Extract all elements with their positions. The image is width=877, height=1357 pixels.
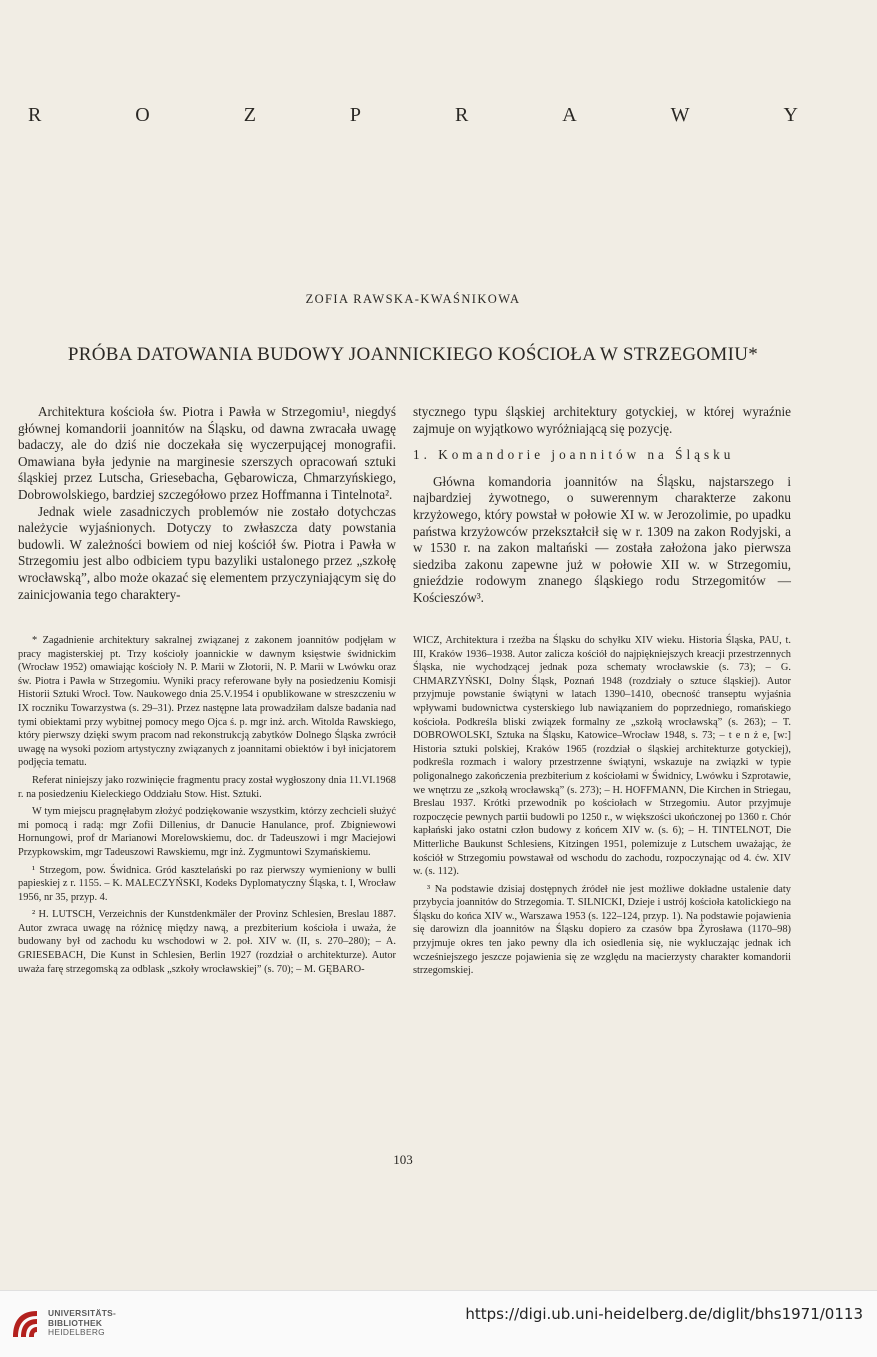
footnote: ¹ Strzegom, pow. Świdnica. Gród kasztelański po raz pierwszy wymieniony w bulli papieskiej z r. 1155. – K. MALECZYŃSKI, Kodeks Dyplomatyczny Śląska, t. I, Wrocław 1956, nr 35, przyp. 4. — [18, 864, 396, 903]
footnote-continued: WICZ, Architektura i rzeźba na Śląsku do schyłku XIV wieku. Historia Śląska, PAU, t. III, Kraków 1936–1938. Autor zalicza kościół do najpiękniejszych kreacji przestrzennych Śląska, nie wychodzącej jednak poza schematy wrocławskie (s. 73); – G. CHMARZYŃSKI, Dolny Śląsk, Poznań 1948 (rozdziały o sztuce śląskiej). Autor przyjmuje powstanie świątyni w latach 1390–1410, obecność transeptu wyjaśnia wpływami budownictwa cysterskiego lub nawiązaniem do poprzedniego, romańskiego kościoła. Podkreśla bliski związek formalny ze „szkołą wrocławską” (s. 263); – T. DOBROWOLSKI, Sztuka na Śląsku, Katowice–Wrocław 1948, s. 73; – t e n ż e, [w:] Historia sztuki polskiej, Kraków 1965 (rozdział o śląskiej architekturze gotyckiej), podkreśla rozmach i walory przestrzenne świątyni, wskazuje na związki w typie poligonalnego zakończenia prezbiterium z kościołami w Świdnicy, Lwówku i Szprotawie, we wnętrzu ze „szkołą wrocławską” (s. 273); – H. HOFFMANN, Die Kirchen in Striegau, Breslau 1937. Krótki przewodnik po kościołach w Strzegomiu. Autor przyjmuje rozpoczęcie pewnych partii budowli po 1250 r., w większości ukończonej po 1360 r. Chór kapłański jako ostatni człon budowy z końcem XIV w. (s. 6); – H. TINTELNOT, Die Mitterliche Baukunst Schlesiens, Kitzingen 1951, polemizuje z Lutschem uważając, że kościół w Strzegomiu powstawał od wschodu do zachodu, rozpoczynając od 4. ćw. XIV w. (s. 112). — [413, 635, 791, 878]
running-head-letter: W — [670, 104, 690, 126]
footnotes-left — [18, 634, 396, 980]
running-head — [28, 104, 798, 127]
page-number: 103 — [393, 1152, 413, 1167]
footnote: ³ Na podstawie dzisiaj dostępnych źródeł nie jest możliwe dokładne ustalenie daty przybycia joannitów do Strzegomia. T. SILNICKI, Dzieje i ustrój kościoła katolickiego na Śląsku do końca XIV w., Warszawa 1953 (s. 122–124, przyp. 1). Na podstawie pojawienia się darowizn dla joannitów na Śląsku dopiero za czasów bpa Żyrosława (1170–98) przyjmuje okres ten jako pewny dla ich osiedlenia się, nie wykluczając jednak ich wcześniejszego jeszcze pojawienia się ze względu na macierzysty charakter komandorii strzegomskiej. — [413, 883, 791, 977]
logo-line: UNIVERSITÄTS- — [48, 1308, 117, 1318]
logo-line: HEIDELBERG — [48, 1327, 105, 1338]
footnote: ² H. LUTSCH, Verzeichnis der Kunstdenkmäler der Provinz Schlesien, Breslau 1887. Autor zwraca uwagę na różnicę między nawą, a prezbiterium kościoła i uważa, że budowany był od zachodu ku wschodowi w 2. poł. XIV w. (II, s. 270–280); – A. GRIESEBACH, Die Kunst in Schlesien, Berlin 1927 (rozdział o architekturze). Autor uważa farę strzegomską za odblask „szkoły wrocławskiej” (s. 70); – M. GĘBARO- — [18, 909, 396, 975]
body-column-right — [413, 404, 791, 607]
running-head-letter: R — [454, 104, 469, 126]
article-author: ZOFIA RAWSKA-KWAŚNIKOWA — [305, 292, 521, 306]
body-paragraph: Główna komandoria joannitów na Śląsku, najstarszego i najbardziej żywotnego, o suwerennym charakterze zakonu krzyżowego, który powstał w połowie XI w. w Jerozolimie, po upadku państwa krzyżowców przekształcił się w r. 1309 na zakon Rodyjski, a w 1530 r. na zakon maltański — została założona jako pierwsza siedziba zakonu zapewne już w połowie XII w. w Strzegomiu, gnieździe rodowym znanego śląskiego rodu Strzegomitów — Kościeszów³. — [413, 473, 791, 605]
viewer-footer — [0, 1290, 877, 1357]
article-title: PRÓBA DATOWANIA BUDOWY JOANNICKIEGO KOŚCIOŁA W STRZEGOMIU* — [67, 344, 759, 365]
running-head-letter: A — [562, 104, 577, 126]
running-head-letter: Y — [783, 104, 798, 126]
running-head-letter: R — [28, 104, 42, 126]
running-head-letter: Z — [243, 104, 256, 126]
footnotes-right — [413, 634, 791, 982]
body-paragraph: Jednak wiele zasadniczych problemów nie zostało dotychczas należycie wyjaśnionych. Dotyczy to zwłaszcza daty powstania budowli. W zależności bowiem od niej kościół św. Piotra i Pawła w Strzegomiu jest albo odbiciem typu bazyliki ustalonego przez „szkołę wrocławską”, albo może okazać się elementem przyczyniającym się do zainicjowania tego charaktery- — [18, 503, 396, 602]
section-heading: 1. Komandorie joannitów na Śląsku — [413, 447, 735, 463]
body-column-left — [18, 404, 396, 603]
permalink-url[interactable]: https://digi.ub.uni-heidelberg.de/diglit/bhs1971/0113 — [465, 1305, 863, 1323]
running-head-letter: O — [135, 104, 150, 126]
footnote: * Zagadnienie architektury sakralnej związanej z zakonem joannitów podjęłam w pracy magisterskiej pt. Trzy kościoły joannickie w dawnym księstwie świdnickim (Wrocław 1952) omawiając kościoły N. P. Marii w Złotorii, N. P. Marii w Lwówku oraz św. Piotra i Pawła w Strzegomiu. Wyniki pracy referowane były na posiedzeniu Komisji Historii Sztuki Wrocł. Tow. Naukowego dnia 25.V.1954 i opublikowane w streszczeniu w IX roczniku Towarzystwa (s. 29–31). Przez następne lata prowadziłam dalsze badania nad tymi obiektami przy wybitnej pomocy mego Ojca ś. p. mgr inż. arch. Witolda Rawskiego, który pierwszy dzięki swym pracom nad rekonstrukcją zabytków Dolnego Śląska zwrócił uwagę na wysoki poziom artystyczny związanych z joannitami obiektów i był inicjatorem podjęcia tematu. — [18, 635, 396, 769]
university-library-logo-text — [48, 1309, 116, 1338]
footnote: W tym miejscu pragnęłabym złożyć podziękowanie wszystkim, którzy zechcieli służyć mi pomocą i radą: mgr Zofii Dillenius, dr Danucie Hanulance, prof. Zbigniewowi Hornungowi, prof dr Marianowi Morelowskiemu, doc. dr Tadeuszowi i mgr Maciejowi Przypkowskim, mgr Tadeuszowi Rawskiemu, mgr inż. Zygmuntowi Szymańskiemu. — [18, 806, 396, 858]
running-head-letter: P — [349, 104, 361, 126]
body-paragraph-continued: stycznego typu śląskiej architektury gotyckiej, w której wyraźnie zajmuje on wyjątkowo wyróżniającą się pozycję. — [413, 404, 791, 436]
university-library-logo-icon[interactable] — [8, 1307, 42, 1341]
logo-line: BIBLIOTHEK — [48, 1317, 103, 1328]
footnote: Referat niniejszy jako rozwinięcie fragmentu pracy został wygłoszony dnia 11.VI.1968 r. na posiedzeniu Kieleckiego Oddziału Stow. Hist. Sztuki. — [18, 774, 396, 800]
body-paragraph: Architektura kościoła św. Piotra i Pawła w Strzegomiu¹, niegdyś głównej komandorii joannitów na Śląsku, od dawna zwracała uwagę badaczy, ale do dziś nie doczekała się wyczerpującej monografii. Omawiana była jedynie na marginesie szerszych opracowań sztuki śląskiej przez Lutscha, Griesebacha, Gębarowicza, Chmarzyńskiego, Dobrowolskiego, bardziej szczegółowo przez Hoffmanna i Tintelnota². — [18, 404, 396, 502]
